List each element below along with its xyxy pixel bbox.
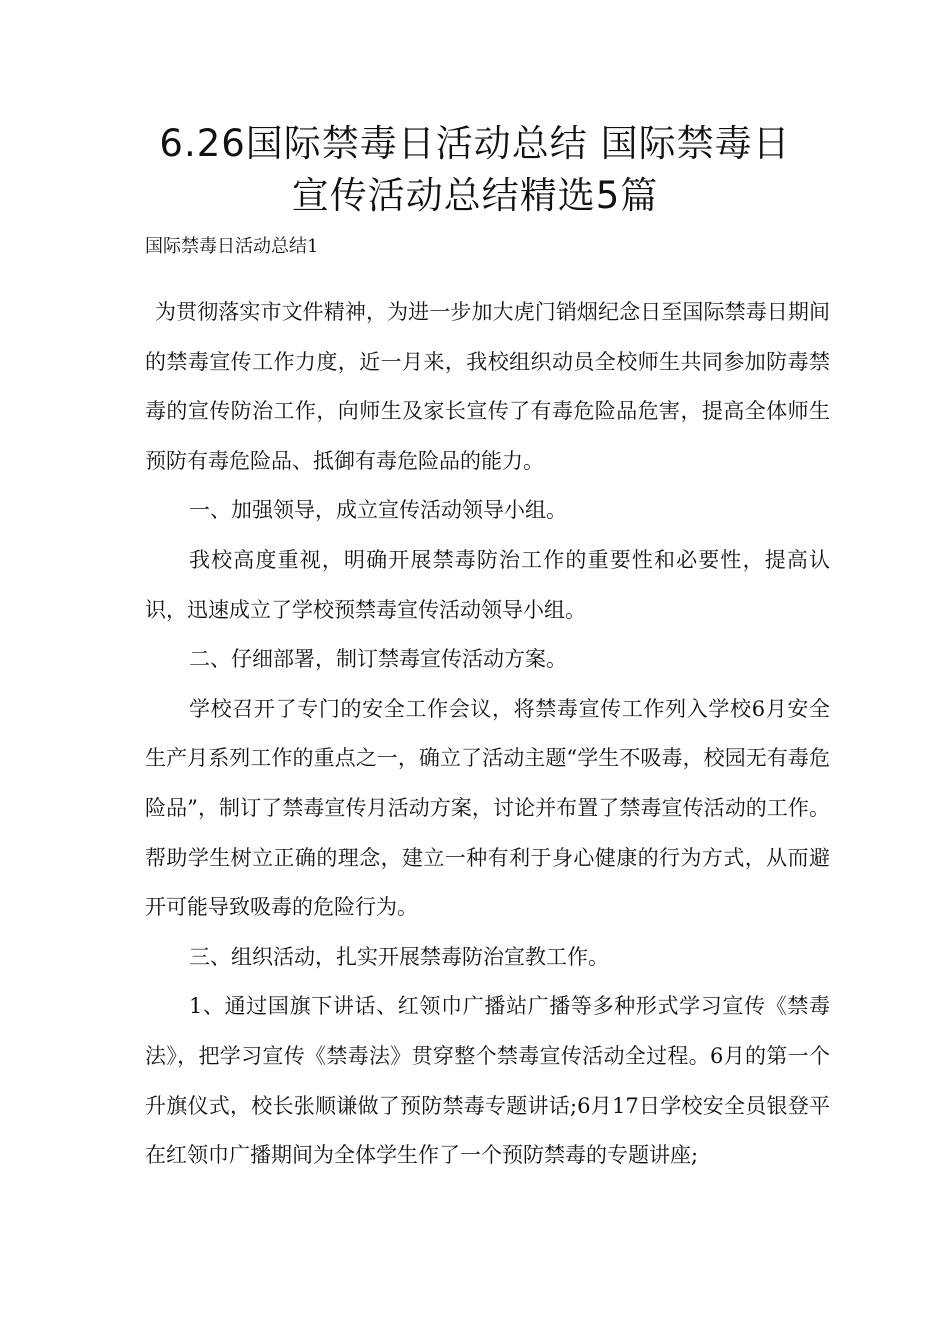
paragraph-activities: 1、通过国旗下讲话、红领巾广播站广播等多种形式学习宣传《禁毒法》，把学习宣传《禁毒法》贯穿整个禁毒宣传活动全过程。6月的第一个升旗仪式，校长张顺谦做了预防禁毒专题讲话;6月17日学校安全员银登平在红领巾广播期间为全体学生作了一个预防禁毒的专题讲座; (145, 994, 830, 1168)
document-title (120, 118, 830, 222)
document-title-line-1: 6.26国际禁毒日活动总结 国际禁毒日 (159, 122, 791, 165)
paragraph-heading-2: 二、仔细部署，制订禁毒宣传活动方案。 (189, 647, 567, 672)
paragraph-heading-3: 三、组织活动，扎实开展禁毒防治宣教工作。 (189, 944, 609, 969)
section-heading: 国际禁毒日活动总结1 (145, 236, 319, 257)
paragraph-plan: 学校召开了专门的安全工作会议，将禁毒宣传工作列入学校6月安全生产月系列工作的重点之一，确立了活动主题“学生不吸毒，校园无有毒危险品”，制订了禁毒宣传月活动方案，讨论并布置了禁毒宣传活动的工作。帮助学生树立正确的理念，建立一种有利于身心健康的行为方式，从而避开可能导致吸毒的危险行为。 (145, 696, 830, 920)
paragraph-heading-1: 一、加强领导，成立宣传活动领导小组。 (189, 498, 567, 523)
paragraph-intro: 为贯彻落实市文件精神，为进一步加大虎门销烟纪念日至国际禁毒日期间的禁毒宣传工作力度，近一月来，我校组织动员全校师生共同参加防毒禁毒的宣传防治工作，向师生及家长宣传了有毒危险品危害，提高全体师生预防有毒危险品、抵御有毒危险品的能力。 (145, 300, 830, 473)
document-title-line-2: 宣传活动总结精选5篇 (291, 174, 659, 217)
paragraph-leadership: 我校高度重视，明确开展禁毒防治工作的重要性和必要性，提高认识，迅速成立了学校预禁毒宣传活动领导小组。 (145, 547, 830, 622)
document-body (145, 288, 830, 1181)
